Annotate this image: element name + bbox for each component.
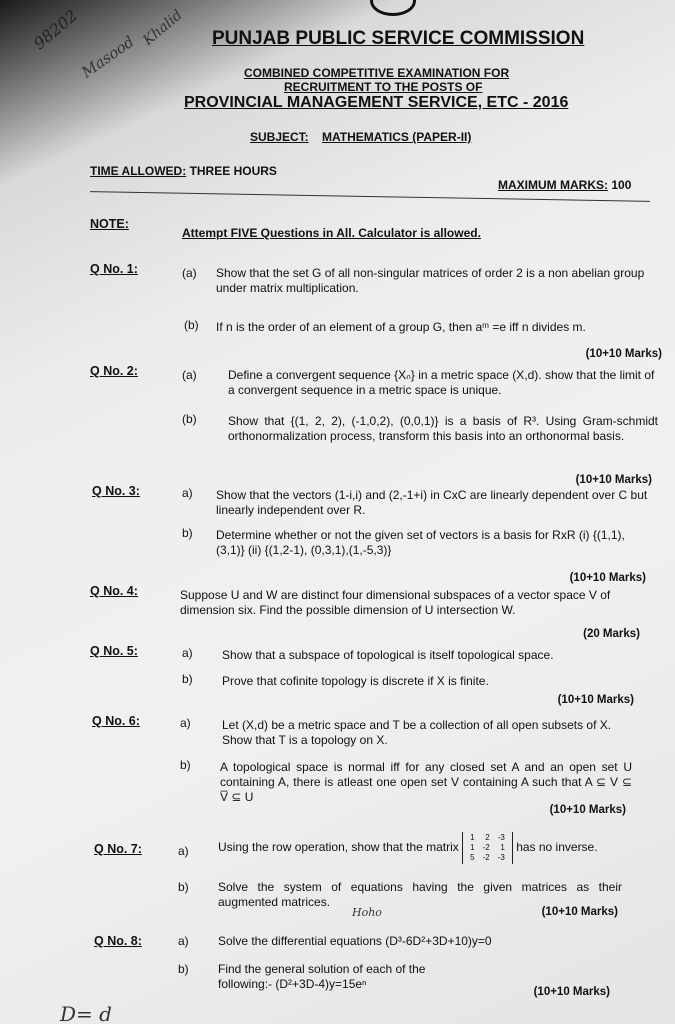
note-label: NOTE: xyxy=(90,217,129,231)
marks: (10+10 Marks) xyxy=(585,348,662,360)
part-tag: b) xyxy=(182,672,193,686)
part-tag: a) xyxy=(178,934,189,948)
time-allowed: THREE HOURS xyxy=(189,164,277,178)
part-text: Show that the set G of all non-singular matrices of order 2 is a non abelian group under matrix multiplication. xyxy=(216,266,645,295)
part-tag: b) xyxy=(178,962,189,976)
question-label: Q No. 6: xyxy=(92,714,140,728)
matrix-cell: 5 xyxy=(470,853,475,862)
question-label: Q No. 4: xyxy=(90,584,138,598)
matrix-cell: 2 xyxy=(485,833,490,842)
marks: (10+10 Marks) xyxy=(541,906,618,918)
handwritten-note: D= d xyxy=(60,1002,112,1024)
exam-title: PROVINCIAL MANAGEMENT SERVICE, ETC - 2016 xyxy=(184,94,569,111)
divider xyxy=(90,191,650,202)
max-marks: 100 xyxy=(611,178,632,192)
question-label: Q No. 3: xyxy=(92,484,140,498)
handwritten-number: 98202 xyxy=(29,5,82,54)
question-label: Q No. 5: xyxy=(90,644,138,658)
subject: MATHEMATICS (PAPER-II) xyxy=(322,130,472,144)
exam-line-1: COMBINED COMPETITIVE EXAMINATION FOR xyxy=(244,66,510,80)
matrix-cell: 1 xyxy=(470,833,475,842)
time-label: TIME ALLOWED: xyxy=(90,164,187,178)
part-text: Suppose U and W are distinct four dimensional subspaces of a vector space V of dimension six. Find the possible dimension of U intersection W. xyxy=(180,588,611,617)
max-marks-label: MAXIMUM MARKS: xyxy=(498,178,608,192)
note-text: Attempt FIVE Questions in All. Calculator is allowed. xyxy=(182,226,481,240)
part-tag: (a) xyxy=(182,368,197,382)
marks: (10+10 Marks) xyxy=(557,694,634,706)
part-text: Prove that cofinite topology is discrete if X is finite. xyxy=(222,674,489,688)
marks: (10+10 Marks) xyxy=(575,474,652,486)
part-text: A topological space is normal iff for any closed set A and an open set U containing A, there is atleast one open set V containing A such that A ⊆ V ⊆ V̅ ⊆ U xyxy=(220,760,632,804)
part-text: If n is the order of an element of a group G, then aᵐ =e iff n divides m. xyxy=(216,320,586,334)
part-tag: b) xyxy=(182,526,193,540)
part-tag: (b) xyxy=(184,318,199,332)
marks: (20 Marks) xyxy=(583,628,640,640)
part-text: Define a convergent sequence {Xₙ} in a metric space (X,d). show that the limit of a convergent sequence in a metric space is unique. xyxy=(228,368,655,397)
emblem xyxy=(370,0,416,16)
handwritten-name: Khalid xyxy=(140,7,186,49)
part-tag: a) xyxy=(178,844,189,858)
matrix-cell: -2 xyxy=(482,843,490,852)
marks: (10+10 Marks) xyxy=(569,572,646,584)
part-tag: a) xyxy=(180,716,191,730)
part-text: Determine whether or not the given set of vectors is a basis for RxR (i) {(1,1),(3,1)} (ii) {(1,2-1), (0,3,1),(1,-5,3)} xyxy=(216,528,625,557)
matrix-cell: -2 xyxy=(482,853,490,862)
handwritten-name: Masood xyxy=(78,32,138,82)
part-text: Using the row operation, show that the matrix xyxy=(218,840,459,855)
org-title: PUNJAB PUBLIC SERVICE COMMISSION xyxy=(212,28,585,49)
matrix-cell: 1 xyxy=(500,843,505,852)
part-tag: (b) xyxy=(182,412,197,426)
part-tag: b) xyxy=(178,880,189,894)
part-text: Let (X,d) be a metric space and T be a collection of all open subsets of X. Show that T is a topology on X. xyxy=(222,718,612,747)
marks: (10+10 Marks) xyxy=(533,986,610,998)
question-label: Q No. 2: xyxy=(90,364,138,378)
matrix-cell: -3 xyxy=(497,853,505,862)
part-text: Show that a subspace of topological is itself topological space. xyxy=(222,648,554,662)
handwritten-note: Hoho xyxy=(352,906,382,919)
question-label: Q No. 8: xyxy=(94,934,142,948)
question-label: Q No. 1: xyxy=(90,262,138,276)
marks: (10+10 Marks) xyxy=(549,804,626,816)
part-text: Show that the vectors (1-i,i) and (2,-1+i) in CxC are linearly dependent over C but linearly independent over R. xyxy=(216,488,648,517)
matrix-cell: 1 xyxy=(470,843,475,852)
part-tag: a) xyxy=(182,646,193,660)
exam-line-2: RECRUITMENT TO THE POSTS OF xyxy=(284,80,483,94)
part-tag: b) xyxy=(180,758,191,772)
part-text: Solve the system of equations having the given matrices as their augmented matrices. xyxy=(218,880,622,909)
part-text: Find the general solution of each of the following:- (D²+3D-4)y=15eⁿ xyxy=(218,962,426,991)
part-text: has no inverse. xyxy=(516,840,598,855)
question-label: Q No. 7: xyxy=(94,842,142,856)
part-text: Show that {(1, 2, 2), (-1,0,2), (0,0,1)} is a basis of R³. Using Gram-schmidt orthonormalization process, transform this basis into an orthonormal basis. xyxy=(228,414,658,443)
part-tag: a) xyxy=(182,486,193,500)
subject-label: SUBJECT: xyxy=(250,130,309,144)
part-tag: (a) xyxy=(182,266,197,280)
part-text: Solve the differential equations (D³-6D²+3D+10)y=0 xyxy=(218,934,492,948)
matrix-cell: -3 xyxy=(497,833,505,842)
matrix xyxy=(462,832,513,864)
